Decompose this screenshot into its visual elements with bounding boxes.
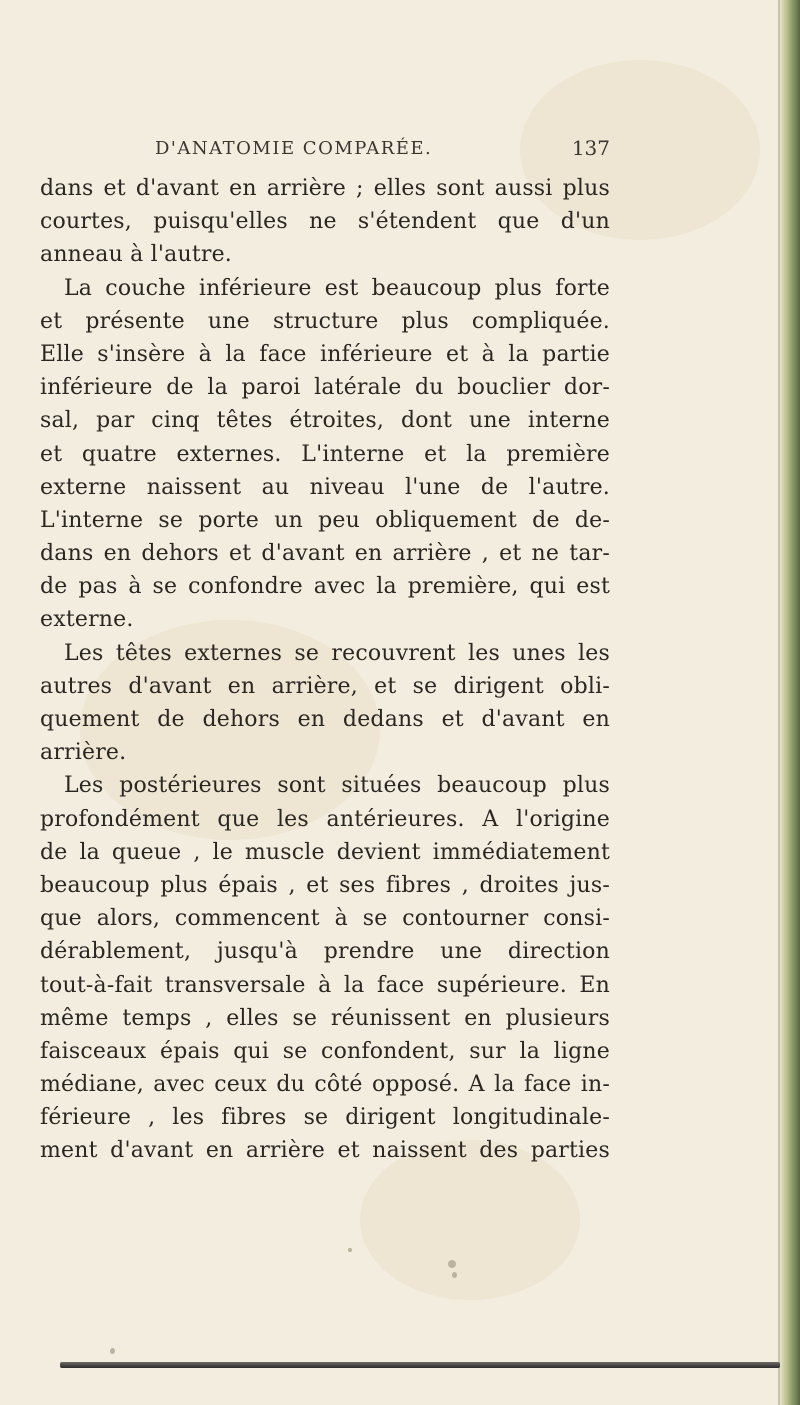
text-line: autres d'avant en arrière, et se dirigent obli- <box>40 673 610 699</box>
text-line: quement de dehors en dedans et d'avant en <box>40 707 610 732</box>
text-line: arrière. <box>40 740 127 766</box>
text-line: beaucoup plus épais , et ses fibres , droites jus- <box>40 872 610 898</box>
text-line: profondément que les antérieures. A l'origine <box>40 806 610 832</box>
ink-speck <box>448 1260 456 1268</box>
text-line: médiane, avec ceux du côté opposé. A la face in- <box>40 1072 610 1098</box>
text-line: La couche inférieure est beaucoup plus forte <box>64 275 610 301</box>
text-line: inférieure de la paroi latérale du bouclier dor- <box>40 375 610 401</box>
text-line: et présente une structure plus compliquée. <box>40 308 610 334</box>
text-line: externe naissent au niveau l'une de l'autre. <box>40 474 610 500</box>
text-line: tout-à-fait transversale à la face supérieure. En <box>40 972 610 998</box>
page-header <box>155 138 610 164</box>
text-line: férieure , les fibres se dirigent longitudinale- <box>40 1105 610 1131</box>
text-line: courtes, puisqu'elles ne s'étendent que d'un <box>40 209 610 235</box>
page-number: 137 <box>571 136 610 160</box>
text-line: Elle s'insère à la face inférieure et à la partie <box>40 341 610 367</box>
text-line: même temps , elles se réunissent en plusieurs <box>40 1005 610 1031</box>
text-line: dans et d'avant en arrière ; elles sont aussi plus <box>40 176 610 201</box>
text-line: externe. <box>40 607 134 633</box>
text-line: dérablement, jusqu'à prendre une direction <box>40 939 610 965</box>
body-text <box>40 172 610 1168</box>
text-line: Les postérieures sont situées beaucoup plus <box>64 773 610 799</box>
ink-speck <box>110 1348 115 1354</box>
ink-speck <box>348 1248 352 1252</box>
running-head: D'ANATOMIE COMPARÉE. <box>155 138 433 159</box>
text-line: sal, par cinq têtes étroites, dont une interne <box>40 408 610 434</box>
text-line: et quatre externes. L'interne et la première <box>40 441 610 467</box>
text-line: de pas à se confondre avec la première, qui est <box>40 574 610 600</box>
ink-speck <box>452 1272 457 1278</box>
text-line: de la queue , le muscle devient immédiatement <box>40 839 610 865</box>
bottom-scan-edge <box>60 1362 780 1368</box>
book-binding-edge <box>780 0 800 1405</box>
text-line: Les têtes externes se recouvrent les unes les <box>64 640 610 666</box>
text-line: L'interne se porte un peu obliquement de de- <box>40 507 610 533</box>
text-line: que alors, commencent à se contourner consi- <box>40 906 610 932</box>
text-line: ment d'avant en arrière et naissent des parties <box>40 1138 610 1164</box>
text-line: faisceaux épais qui se confondent, sur la ligne <box>40 1038 610 1064</box>
text-line: dans en dehors et d'avant en arrière , et ne tar- <box>40 541 610 567</box>
text-line: anneau à l'autre. <box>40 242 233 268</box>
